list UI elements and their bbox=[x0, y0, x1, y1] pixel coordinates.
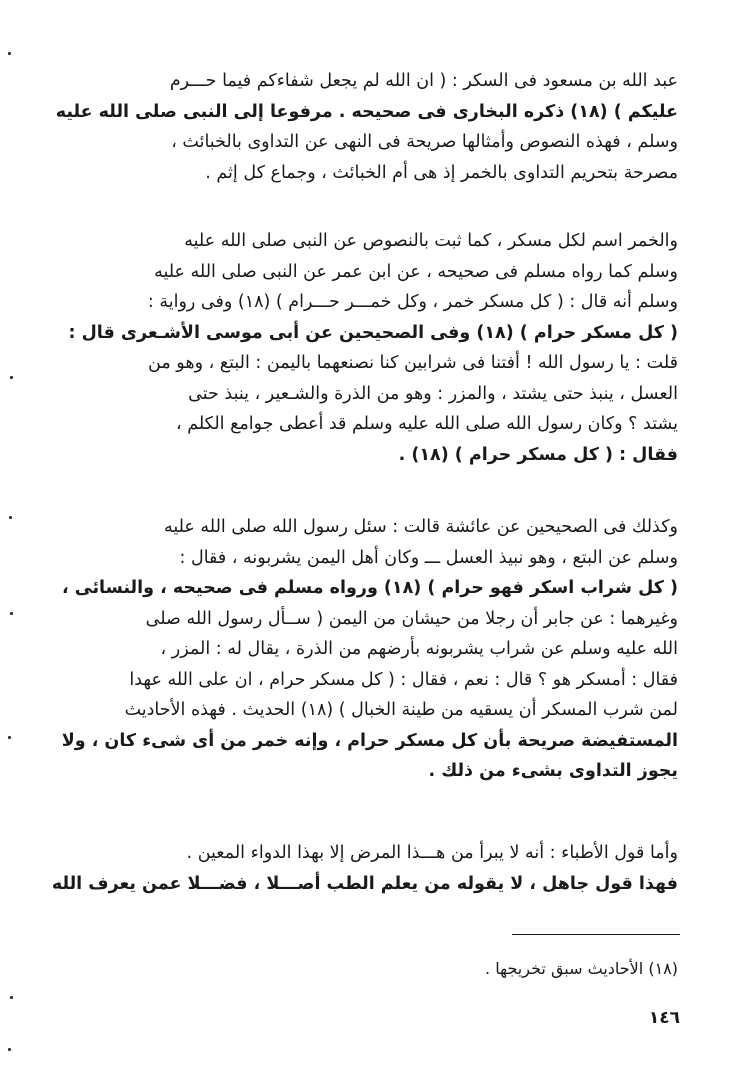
text-line: فهذا قول جاهل ، لا يقوله من يعلم الطب أصـــلا ، فضـــلا عمن يعرف الله bbox=[51, 873, 678, 894]
text-line: مصرحة بتحريم التداوى بالخمر إذ هى أم الخبائث ، وجماع كل إثم . bbox=[205, 162, 678, 183]
text-line: وغيرهما : عن جابر أن رجلا من حيشان من اليمن ( ســأل رسول الله صلى bbox=[145, 608, 678, 629]
scan-speck bbox=[8, 52, 11, 55]
text-line: الله عليه وسلم عن شراب يشربونه بأرضهم من الذرة ، يقال له : المزر ، bbox=[160, 639, 678, 659]
page-number: ١٤٦ bbox=[648, 1008, 680, 1028]
scan-speck bbox=[10, 612, 13, 615]
text-line: وسلم ، فهذه النصوص وأمثالها صريحة فى النهى عن التداوى بالخبائث ، bbox=[171, 132, 678, 152]
text-line: لمن شرب المسكر أن يسقيه من طينة الخبال ) (١٨) الحديث . فهذه الأحاديث bbox=[124, 700, 678, 720]
text-line: وأما قول الأطباء : أنه لا يبرأ من هـــذا المرض إلا بهذا الدواء المعين . bbox=[186, 843, 678, 863]
paragraph-4 bbox=[51, 838, 678, 899]
text-line: فقال : أمسكر هو ؟ قال : نعم ، فقال : ( كل مسكر حرام ، ان على الله عهدا bbox=[129, 669, 678, 690]
text-line: المستفيضة صريحة بأن كل مسكر حرام ، وإنه خمر من أى شىء كان ، ولا bbox=[61, 730, 678, 751]
text-line: وسلم أنه قال : ( كل مسكر خمر ، وكل خمـــر حـــرام ) (١٨) وفى رواية : bbox=[147, 292, 678, 312]
text-line: فقال : ( كل مسكر حرام ) (١٨) . bbox=[398, 444, 678, 465]
paragraph-3 bbox=[61, 512, 678, 787]
paragraph-1 bbox=[55, 66, 678, 188]
scan-speck bbox=[10, 376, 13, 379]
text-line: وسلم عن البتع ، وهو نبيذ العسل ـــ وكان أهل اليمن يشربونه ، فقال : bbox=[179, 547, 678, 568]
text-line: العسل ، ينبذ حتى يشتد ، والمزر : وهو من الذرة والشـعير ، ينبذ حتى bbox=[188, 383, 678, 404]
text-line: قلت : يا رسول الله ! أفتنا فى شرابين كنا نصنعهما باليمن : البتع ، وهو من bbox=[148, 353, 678, 373]
scan-speck bbox=[8, 736, 11, 739]
text-line: يشتد ؟ وكان رسول الله صلى الله عليه وسلم قد أعطى جوامع الكلم ، bbox=[176, 414, 678, 434]
text-line: يجوز التداوى بشىء من ذلك . bbox=[428, 761, 678, 781]
text-line: عبد الله بن مسعود فى السكر : ( ان الله لم يجعل شفاءكم فيما حـــرم bbox=[169, 71, 678, 91]
text-line: والخمر اسم لكل مسكر ، كما ثبت بالنصوص عن النبى صلى الله عليه bbox=[184, 231, 678, 251]
scan-speck bbox=[9, 516, 12, 519]
scan-speck bbox=[8, 1048, 11, 1051]
text-line: وكذلك فى الصحيحين عن عائشة قالت : سئل رسول الله صلى الله عليه bbox=[163, 517, 678, 537]
text-line: عليكم ) (١٨) ذكره البخارى فى صحيحه . مرفوعا إلى النبى صلى الله عليه bbox=[55, 101, 678, 122]
text-line: ( كل شراب اسكر فهو حرام ) (١٨) ورواه مسلم فى صحيحه ، والنسائى ، bbox=[62, 578, 678, 598]
paragraph-2 bbox=[68, 226, 678, 470]
footnote: (١٨) الأحاديث سبق تخريجها . bbox=[485, 959, 678, 978]
scan-speck bbox=[10, 996, 13, 999]
text-line: ( كل مسكر حرام ) (١٨) وفى الصحيحين عن أبى موسى الأشـعرى قال : bbox=[68, 322, 678, 343]
text-line: وسلم كما رواه مسلم فى صحيحه ، عن ابن عمر عن النبى صلى الله عليه bbox=[154, 261, 678, 282]
footnote-divider bbox=[512, 934, 680, 935]
